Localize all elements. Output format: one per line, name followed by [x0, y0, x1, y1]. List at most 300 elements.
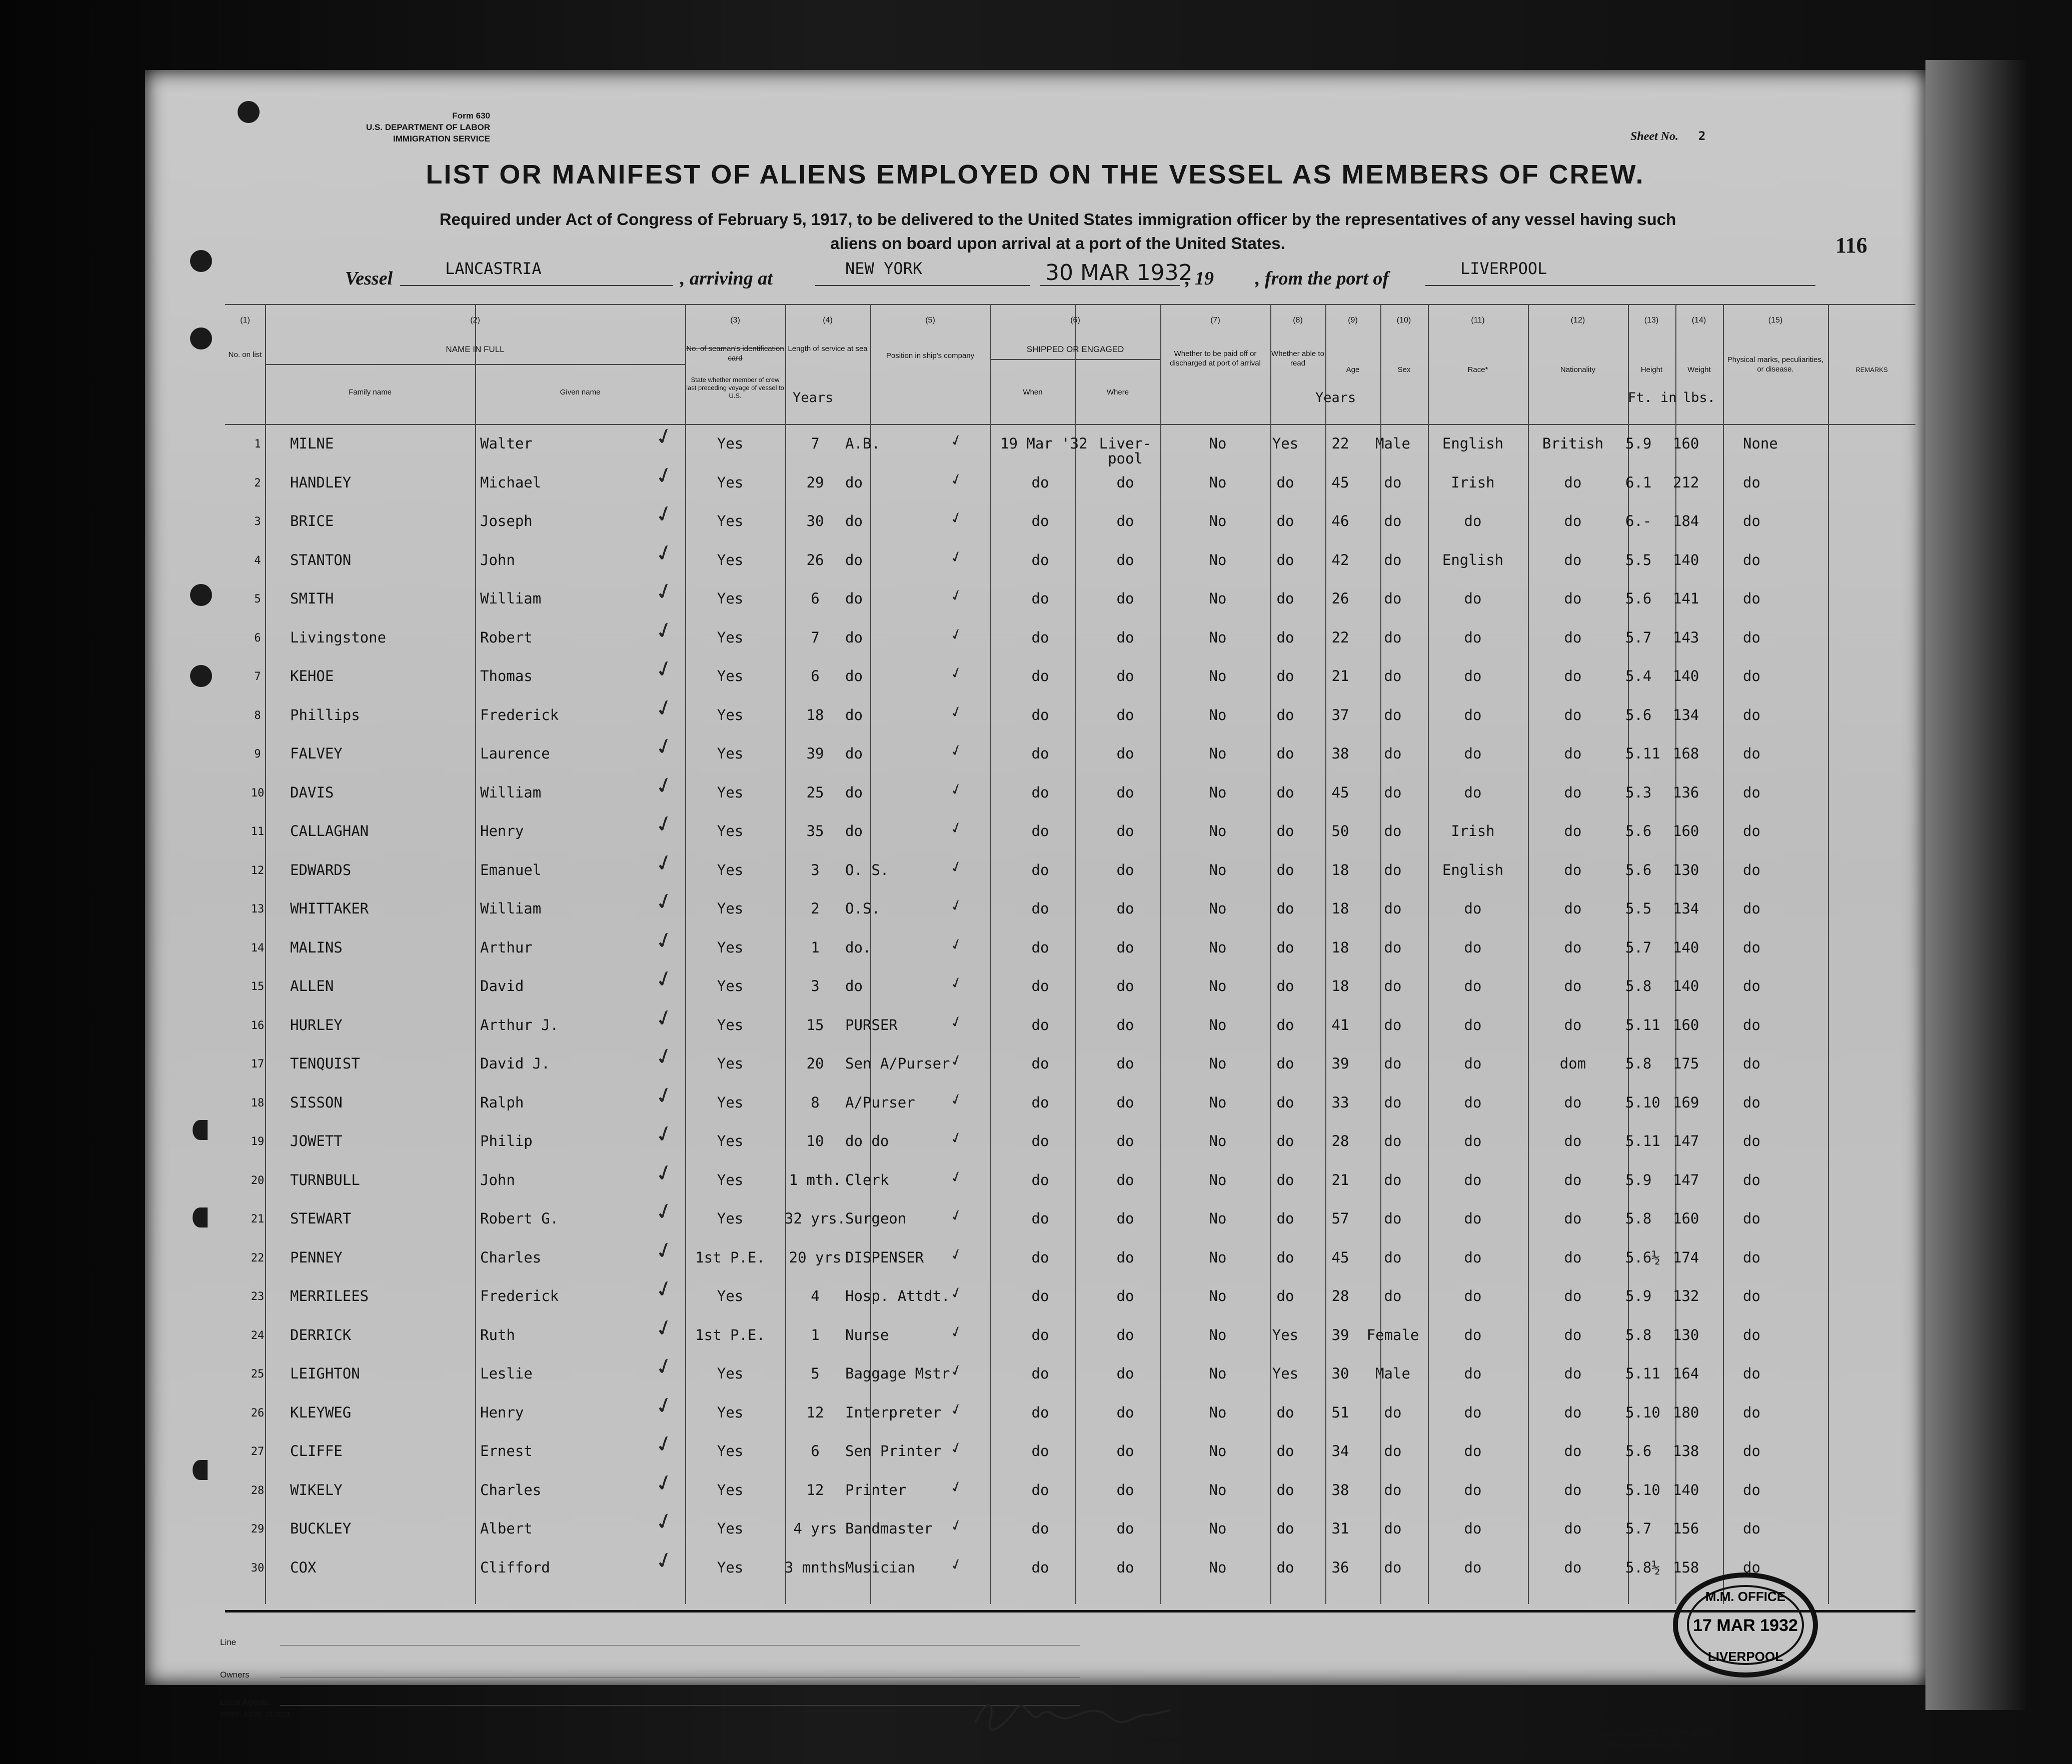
grid-vline [1723, 304, 1724, 1604]
shipped-where: do [1116, 1520, 1134, 1537]
able-to-read: do [1276, 861, 1294, 878]
weight: 134 [1673, 900, 1699, 917]
able-to-read: do [1276, 1171, 1294, 1188]
able-to-read: do [1276, 706, 1294, 724]
punch-hole [238, 101, 260, 123]
punch-hole [190, 665, 212, 687]
family-name: SISSON [290, 1094, 343, 1111]
ship-position: do [845, 784, 863, 801]
shipped-when: do [1031, 474, 1049, 491]
family-name: MERRILEES [290, 1288, 369, 1304]
weight: 130 [1673, 1326, 1699, 1344]
adjacent-pages-edge [1925, 60, 2025, 1710]
given-name: John [480, 1171, 515, 1188]
height: 5.5 [1625, 551, 1652, 568]
previous-voyage: Yes [717, 512, 744, 530]
shipped-where: do [1116, 512, 1134, 530]
physical-marks: None [1743, 435, 1778, 452]
ship-position: do [845, 628, 863, 646]
family-name: PENNEY [290, 1248, 343, 1266]
penalty-note: NOTE.—Failure to furnish full or correct information in columns (2), (5), (6) and (7) [1408, 1728, 1717, 1738]
header-height: Height [1640, 366, 1663, 374]
able-to-read: do [1276, 1094, 1294, 1111]
service-name: IMMIGRATION SERVICE [393, 134, 490, 144]
row-number: 6 [254, 632, 261, 644]
race: do [1464, 784, 1482, 801]
nationality: do [1564, 822, 1582, 840]
physical-marks: do [1743, 1558, 1760, 1576]
given-name: Henry [480, 1404, 524, 1421]
physical-marks: do [1743, 1404, 1760, 1421]
family-name: TENQUIST [290, 1055, 360, 1072]
check-mark-icon: ✓ [948, 972, 965, 994]
check-mark-icon: ✓ [948, 740, 965, 762]
sex: do [1384, 1016, 1402, 1034]
previous-voyage: Yes [717, 668, 744, 684]
physical-marks: do [1743, 784, 1760, 801]
column-number: (4) [823, 316, 833, 324]
check-mark-icon: ✓ [652, 1119, 677, 1150]
given-name: Clifford [480, 1558, 550, 1576]
check-mark-icon: ✓ [652, 809, 677, 840]
ship-position: do [845, 551, 863, 568]
previous-voyage: Yes [717, 1520, 744, 1537]
sex: do [1384, 512, 1402, 530]
family-name: CALLAGHAN [290, 822, 369, 840]
race: do [1464, 1055, 1482, 1072]
family-name: COX [290, 1558, 317, 1576]
check-mark-icon: ✓ [948, 546, 965, 568]
check-mark-icon: ✓ [652, 1158, 677, 1188]
column-number: (6) [1070, 316, 1080, 324]
paid-off: No [1209, 978, 1227, 994]
given-name: Robert G. [480, 1210, 559, 1227]
length-of-service: 6 [811, 590, 820, 607]
weight: 158 [1673, 1558, 1699, 1576]
height: 5.9 [1625, 1171, 1652, 1188]
sex: do [1384, 1404, 1402, 1421]
ship-position: A.B. [845, 435, 880, 452]
column-number: (2) [470, 316, 480, 324]
punch-hole [193, 1120, 208, 1140]
race: do [1464, 1404, 1482, 1421]
nationality: do [1564, 1481, 1582, 1498]
race: do [1464, 1442, 1482, 1460]
column-number: (5) [925, 316, 935, 324]
age: 50 [1331, 822, 1349, 840]
punch-hole [193, 1208, 208, 1228]
length-of-service: 12 [806, 1404, 824, 1421]
shipped-when: do [1031, 1326, 1049, 1344]
able-to-read: do [1276, 1520, 1294, 1537]
shipped-where: do [1116, 1016, 1134, 1034]
paid-off: No [1209, 1171, 1227, 1188]
shipped-when: do [1031, 551, 1049, 568]
height: 5.11 [1625, 1365, 1660, 1382]
race: do [1464, 978, 1482, 994]
given-name: Albert [480, 1520, 533, 1537]
nationality: do [1564, 1558, 1582, 1576]
previous-voyage: Yes [717, 474, 744, 491]
nationality: do [1564, 706, 1582, 724]
header-weight-unit: lbs. [1683, 390, 1716, 406]
physical-marks: do [1743, 1055, 1760, 1072]
underline [815, 285, 1030, 286]
physical-marks: do [1743, 1210, 1760, 1227]
given-name: Frederick [480, 706, 559, 724]
length-of-service: 25 [806, 784, 824, 801]
physical-marks: do [1743, 1016, 1760, 1034]
previous-voyage: Yes [717, 1365, 744, 1382]
header-shipped-or-engaged: SHIPPED OR ENGAGED [1026, 344, 1124, 354]
nationality: do [1564, 551, 1582, 568]
row-number: 17 [251, 1058, 265, 1070]
previous-voyage: 1st P.E. [695, 1326, 765, 1344]
inspector-signature [970, 1695, 1180, 1735]
check-mark-icon: ✓ [652, 1042, 677, 1072]
race: do [1464, 1365, 1482, 1382]
nationality: do [1564, 1171, 1582, 1188]
length-of-service: 30 [806, 512, 824, 530]
nationality: do [1564, 474, 1582, 491]
race: do [1464, 1016, 1482, 1034]
shipped-when: do [1031, 900, 1049, 917]
able-to-read: do [1276, 628, 1294, 646]
column-number: (8) [1293, 316, 1303, 324]
weight: 164 [1673, 1365, 1699, 1382]
able-to-read: do [1276, 1404, 1294, 1421]
weight: 160 [1673, 1016, 1699, 1034]
length-of-service: 6 [811, 1442, 820, 1460]
previous-voyage: Yes [717, 1481, 744, 1498]
shipped-when: do [1031, 784, 1049, 801]
check-mark-icon: ✓ [948, 662, 965, 684]
able-to-read: do [1276, 822, 1294, 840]
family-name: STANTON [290, 551, 352, 568]
height: 5.7 [1625, 1520, 1652, 1537]
age: 18 [1331, 861, 1349, 878]
race: do [1464, 1520, 1482, 1537]
grid-vline [990, 304, 991, 1604]
ship-position: do [845, 706, 863, 724]
shipped-where: do [1116, 551, 1134, 568]
physical-marks: do [1743, 590, 1760, 607]
previous-voyage: Yes [717, 1132, 744, 1150]
height: 6.- [1625, 512, 1652, 530]
previous-voyage: Yes [717, 938, 744, 956]
shipped-when: do [1031, 1094, 1049, 1111]
shipped-when: do [1031, 822, 1049, 840]
stamp-office: M.M. OFFICE [1705, 1589, 1786, 1604]
check-mark-icon: ✓ [948, 934, 965, 955]
race: English [1442, 551, 1504, 568]
subtitle-line-1: Required under Act of Congress of February 5, 1917, to be delivered to the United States immigration officer by the representatives of any vessel having such [439, 210, 1676, 228]
race: do [1464, 745, 1482, 762]
previous-voyage: Yes [717, 435, 744, 452]
age: 51 [1331, 1404, 1349, 1421]
paid-off: No [1209, 668, 1227, 684]
shipped-when: do [1031, 938, 1049, 956]
given-name: Robert [480, 628, 533, 646]
shipped-where: do [1116, 628, 1134, 646]
nationality: do [1564, 1094, 1582, 1111]
height: 5.9 [1625, 1288, 1652, 1304]
previous-voyage: Yes [717, 628, 744, 646]
family-name: HURLEY [290, 1016, 343, 1034]
weight: 140 [1673, 1481, 1699, 1498]
check-mark-icon: ✓ [948, 895, 965, 916]
column-number: (11) [1471, 316, 1485, 324]
shipped-where: do [1116, 900, 1134, 917]
physical-marks: do [1743, 1442, 1760, 1460]
physical-marks: do [1743, 1520, 1760, 1537]
length-of-service: 8 [811, 1094, 820, 1111]
row-number: 23 [251, 1290, 265, 1303]
race: do [1464, 1248, 1482, 1266]
family-name: LEIGHTON [290, 1365, 360, 1382]
weight: 212 [1673, 474, 1699, 491]
length-of-service: 5 [811, 1365, 820, 1382]
shipped-where: do [1116, 1094, 1134, 1111]
physical-marks: do [1743, 628, 1760, 646]
previous-voyage: Yes [717, 784, 744, 801]
check-mark-icon: ✓ [948, 818, 965, 839]
age: 30 [1331, 1365, 1349, 1382]
punch-hole [190, 250, 212, 272]
previous-voyage: Yes [717, 590, 744, 607]
previous-voyage: Yes [717, 1404, 744, 1421]
penalty-note-cont: is punishable by a fine of ten dollars for each alien. See other side. [1435, 1740, 1686, 1750]
underline [1040, 285, 1180, 286]
height: 5.11 [1625, 1132, 1660, 1150]
previous-voyage: Yes [717, 1171, 744, 1188]
check-mark-icon: ✓ [652, 1429, 677, 1460]
paid-off: No [1209, 706, 1227, 724]
paid-off: No [1209, 1520, 1227, 1537]
race: do [1464, 1326, 1482, 1344]
family-name: FALVEY [290, 745, 343, 762]
given-name: David J. [480, 1055, 550, 1072]
shipped-when: do [1031, 1365, 1049, 1382]
punch-hole [190, 328, 212, 350]
check-mark-icon: ✓ [652, 693, 677, 723]
family-name: KLEYWEG [290, 1404, 352, 1421]
ship-position: do [845, 668, 863, 684]
race: do [1464, 1210, 1482, 1227]
given-name: Arthur J. [480, 1016, 559, 1034]
weight: 147 [1673, 1132, 1699, 1150]
able-to-read: do [1276, 512, 1294, 530]
arrival-port: NEW YORK [845, 259, 923, 278]
year-label: , 19 [1185, 268, 1214, 289]
previous-voyage: Yes [717, 551, 744, 568]
given-name: Arthur [480, 938, 533, 956]
shipped-where: do [1116, 668, 1134, 684]
physical-marks: do [1743, 861, 1760, 878]
check-mark-icon: ✓ [652, 1313, 677, 1343]
check-mark-icon: ✓ [652, 1352, 677, 1382]
ship-position: Hosp. Attdt. [845, 1288, 950, 1304]
length-of-service: 1 [811, 938, 820, 956]
shipped-where: do [1116, 474, 1134, 491]
physical-marks: do [1743, 706, 1760, 724]
age: 37 [1331, 706, 1349, 724]
age: 33 [1331, 1094, 1349, 1111]
header-previous-voyage: State whether member of crew last preceding voyage of vessel to U.S. [686, 376, 784, 400]
check-mark-icon: ✓ [948, 469, 965, 490]
footer-owners-label: Owners [220, 1670, 250, 1680]
shipped-where: do [1116, 1171, 1134, 1188]
length-of-service: 39 [806, 745, 824, 762]
check-mark-icon: ✓ [948, 508, 965, 529]
header-years-unit: Years [793, 390, 834, 406]
header-given-name: Given name [560, 388, 601, 396]
previous-voyage: Yes [717, 1558, 744, 1576]
check-mark-icon: ✓ [948, 1554, 965, 1575]
shipped-when: do [1031, 1481, 1049, 1498]
arriving-label: , arriving at [680, 268, 773, 289]
age: 39 [1331, 1055, 1349, 1072]
shipped-when: do [1031, 1288, 1049, 1304]
paid-off: No [1209, 784, 1227, 801]
weight: 134 [1673, 706, 1699, 724]
able-to-read: do [1276, 1442, 1294, 1460]
row-number: 7 [254, 670, 261, 683]
length-of-service: 7 [811, 435, 820, 452]
header-length-of-service: Length of service at sea [788, 344, 868, 353]
ship-position: Nurse [845, 1326, 889, 1344]
ship-position: do [845, 822, 863, 840]
physical-marks: do [1743, 1365, 1760, 1382]
header-position: Position in ship's company [886, 352, 975, 360]
able-to-read: do [1276, 900, 1294, 917]
column-number: (14) [1691, 316, 1706, 324]
check-mark-icon: ✓ [652, 926, 677, 956]
length-of-service: 20 [806, 1055, 824, 1072]
previous-voyage: Yes [717, 900, 744, 917]
family-name: STEWART [290, 1210, 352, 1227]
table-end-rule [225, 1610, 1915, 1612]
race: Irish [1451, 474, 1495, 491]
shipped-where: do [1116, 938, 1134, 956]
length-of-service: 29 [806, 474, 824, 491]
age: 18 [1331, 900, 1349, 917]
given-name: Philip [480, 1132, 533, 1150]
length-of-service: 3 [811, 978, 820, 994]
race: do [1464, 590, 1482, 607]
race: do [1464, 1558, 1482, 1576]
nationality: do [1564, 861, 1582, 878]
given-name: Frederick [480, 1288, 559, 1304]
sex: do [1384, 590, 1402, 607]
footer-line-label: Line [220, 1638, 237, 1647]
check-mark-icon: ✓ [652, 616, 677, 646]
nationality: do [1564, 512, 1582, 530]
ship-position: Sen A/Purser [845, 1055, 950, 1072]
check-mark-icon: ✓ [948, 1399, 965, 1420]
row-number: 3 [254, 516, 261, 528]
height: 5.6 [1625, 822, 1652, 840]
check-mark-icon: ✓ [652, 886, 677, 917]
row-number: 19 [251, 1136, 265, 1148]
row-number: 29 [251, 1523, 265, 1536]
age: 22 [1331, 435, 1349, 452]
family-name: BRICE [290, 512, 334, 530]
weight: 141 [1673, 590, 1699, 607]
shipped-when: do [1031, 1171, 1049, 1188]
family-name: JOWETT [290, 1132, 343, 1150]
able-to-read: do [1276, 1481, 1294, 1498]
office-stamp [1670, 1570, 1820, 1680]
given-name: Walter [480, 435, 533, 452]
able-to-read: do [1276, 668, 1294, 684]
paid-off: No [1209, 1210, 1227, 1227]
nationality: do [1564, 1520, 1582, 1537]
grid-vline [1828, 304, 1829, 1604]
length-of-service: 35 [806, 822, 824, 840]
paid-off: No [1209, 938, 1227, 956]
able-to-read: do [1276, 938, 1294, 956]
column-number: (12) [1570, 316, 1585, 324]
document-title: LIST OR MANIFEST OF ALIENS EMPLOYED ON THE VESSEL AS MEMBERS OF CREW. [426, 160, 1645, 190]
shipped-when: do [1031, 1132, 1049, 1150]
given-name: Emanuel [480, 861, 542, 878]
given-name: Michael [480, 474, 542, 491]
shipped-where: do [1116, 1365, 1134, 1382]
shipped-where: do [1116, 861, 1134, 878]
age: 45 [1331, 784, 1349, 801]
paid-off: No [1209, 1094, 1227, 1111]
shipped-where: do [1116, 978, 1134, 994]
row-number: 5 [254, 593, 261, 606]
punch-hole [193, 1460, 208, 1480]
physical-marks: do [1743, 1248, 1760, 1266]
ship-position: Clerk [845, 1171, 889, 1188]
height: 5.11 [1625, 745, 1660, 762]
paid-off: No [1209, 1404, 1227, 1421]
given-name: Leslie [480, 1365, 533, 1382]
punch-hole [190, 584, 212, 606]
paid-off: No [1209, 1016, 1227, 1034]
check-mark-icon: ✓ [948, 430, 965, 452]
shipped-when: do [1031, 590, 1049, 607]
row-number: 10 [251, 786, 265, 800]
race: do [1464, 1288, 1482, 1304]
sex: do [1384, 1094, 1402, 1111]
paid-off: No [1209, 551, 1227, 568]
weight: 140 [1673, 551, 1699, 568]
check-mark-icon: ✓ [948, 856, 965, 878]
nationality: do [1564, 1442, 1582, 1460]
weight: 174 [1673, 1248, 1699, 1266]
row-number: 8 [254, 709, 261, 722]
ship-position: Printer [845, 1481, 907, 1498]
row-number: 28 [251, 1484, 265, 1497]
previous-voyage: Yes [717, 822, 744, 840]
sex: do [1384, 861, 1402, 878]
shipped-when: do [1031, 1248, 1049, 1266]
sex: do [1384, 668, 1402, 684]
able-to-read: do [1276, 784, 1294, 801]
arrival-date-stamp: 30 MAR 1932 [1045, 260, 1193, 286]
column-number: (13) [1644, 316, 1659, 324]
length-of-service: 6 [811, 668, 820, 684]
shipped-when: do [1031, 1016, 1049, 1034]
shipped-where: do [1116, 745, 1134, 762]
length-of-service: 4 [811, 1288, 820, 1304]
length-of-service: 4 yrs [793, 1520, 837, 1537]
family-name: Phillips [290, 706, 360, 724]
